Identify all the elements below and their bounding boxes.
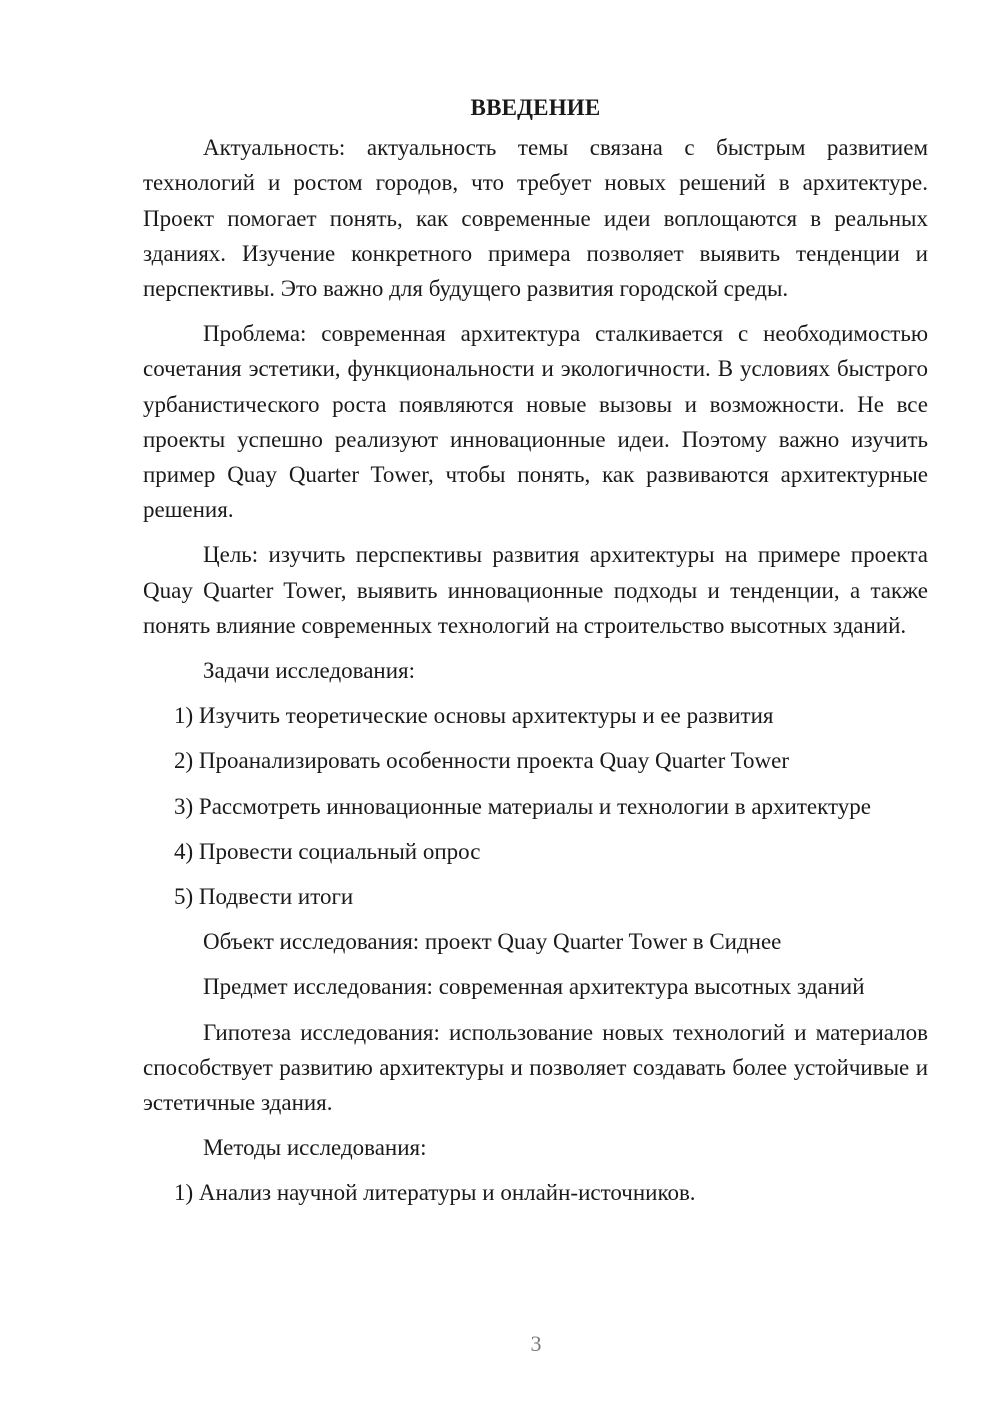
- section-title: ВВЕДЕНИЕ: [470, 95, 601, 120]
- methods-heading: Методы исследования:: [203, 1135, 427, 1161]
- subject-line: Предмет исследования: современная архитектура высотных зданий: [203, 974, 865, 1000]
- task-item: 4) Провести социальный опрос: [174, 838, 481, 864]
- task-item: 1) Изучить теоретические основы архитектуры и ее развития: [174, 703, 774, 729]
- problem-paragraph: Проблема: современная архитектура сталкивается с необходимостью сочетания эстетики, функциональности и экологичности. В условиях быстрого урбанистического роста появляются новые вызовы и возможности. Не все проекты успешно реализуют инновационные идеи. Поэтому важно изучить пример Quay Quarter Tower, чтобы понять, как развиваются архитектурные решения.: [143, 321, 928, 523]
- document-page: [143, 90, 928, 1221]
- task-item: 2) Проанализировать особенности проекта Quay Quarter Tower: [174, 748, 790, 774]
- task-item: 5) Подвести итоги: [174, 884, 354, 910]
- hypothesis-paragraph: Гипотеза исследования: использование новых технологий и материалов способствует развитию архитектуры и позволяет создавать более устойчивые и эстетичные здания.: [143, 1019, 928, 1116]
- relevance-paragraph: Актуальность: актуальность темы связана с быстрым развитием технологий и ростом городов, что требует новых решений в архитектуре. Проект помогает понять, как современные идеи воплощаются в реальных зданиях. Изучение конкретного примера позволяет выявить тенденции и перспективы. Это важно для будущего развития городской среды.: [143, 135, 928, 302]
- page-number: 3: [530, 1331, 542, 1356]
- goal-paragraph: Цель: изучить перспективы развития архитектуры на примере проекта Quay Quarter Tower, выявить инновационные подходы и тенденции, а также понять влияние современных технологий на строительство высотных зданий.: [143, 542, 928, 638]
- method-item: 1) Анализ научной литературы и онлайн-источников.: [174, 1180, 696, 1206]
- task-item: 3) Рассмотреть инновационные материалы и технологии в архитектуре: [174, 793, 871, 819]
- object-line: Объект исследования: проект Quay Quarter Tower в Сиднее: [203, 929, 782, 955]
- tasks-heading: Задачи исследования:: [203, 658, 416, 684]
